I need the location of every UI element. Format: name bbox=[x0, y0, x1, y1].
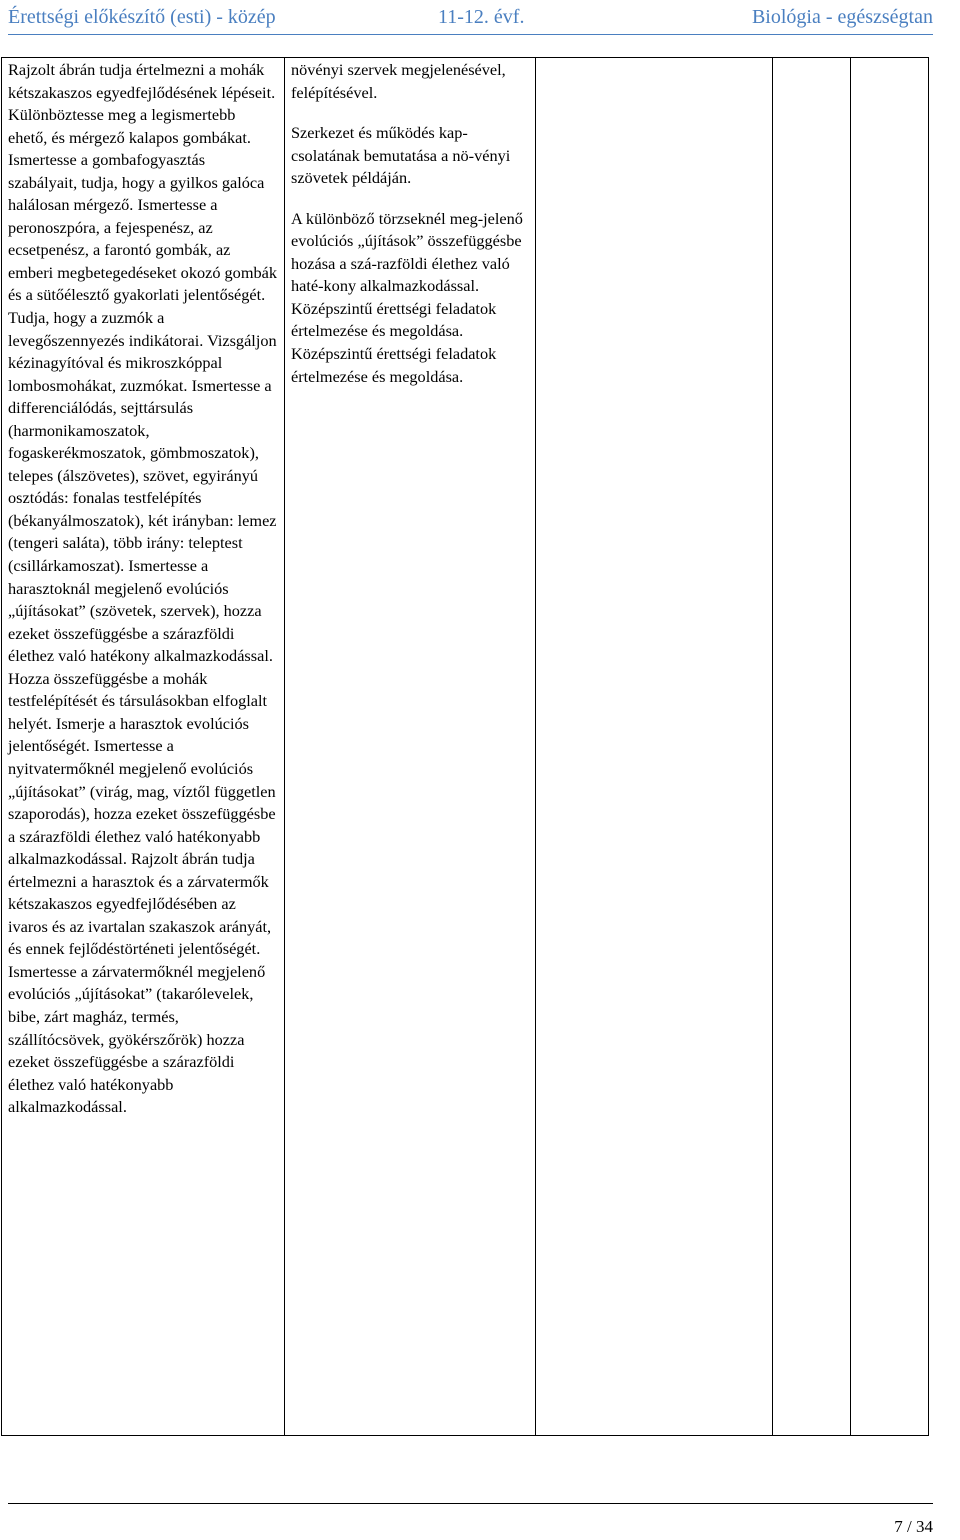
requirements-text: Rajzolt ábrán tudja értelmezni a mohák kétszakaszos egyedfejlődésének lépéseit. Különböztesse meg a legismertebb ehető, és mérgező kalapos gombákat. Ismertesse a gombafogyasztás szabályait, tudja, hogy a gyilkos galóca halálosan mérgező. Ismertesse a peronoszpóra, a fejespenész, az ecsetpenész, a farontó gombák, az emberi megbetegedéseket okozó gombák és a sütőélesztő gyakorlati jelentőségét. Tudja, hogy a zuzmók a levegőszennyezés indikátorai. Vizsgáljon kézinagyítóval és mikroszkóppal lombosmohákat, zuzmókat. Ismertesse a differenciálódás, sejttársulás (harmonikamoszatok, fogaskerékmoszatok, gömbmoszatok), telepes (álszövetes), szövet, egyirányú osztódás: fonalas testfelépítés (békanyálmoszatok), két irányban: lemez (tengeri saláta), több irány: teleptest (csillárkamoszat). Ismertesse a harasztoknál megjelenő evolúciós „újításokat” (szövetek, szervek), hozza ezeket összefüggésbe a szárazföldi élethez való hatékony alkalmazkodással. Hozza összefüggésbe a mohák testfelépítését és társulásokban elfoglalt helyét. Ismerje a harasztok evolúciós jelentőségét. Ismertesse a nyitvatermőknél megjelenő evolúciós „újításokat” (virág, mag, víztől független szaporodás), hozza ezeket összefüggésbe a szárazföldi élethez való hatékonyabb alkalmazkodással. Rajzolt ábrán tudja értelmezni a harasztok és a zárvatermők kétszakaszos egyedfejlődésében az ivaros és az ivartalan szakaszok arányát, és ennek fejlődéstörténeti jelentőségét. Ismertesse a zárvatermőknél megjelenő evolúciós „újításokat” (takarólevelek, bibe, zárt magház, termés, szállítócsövek, gyökérszőrök) hozza ezeket összefüggésbe a szárazföldi élethez való hatékonyabb alkalmazkodással. bbox=[8, 60, 277, 1117]
activities-cell bbox=[285, 58, 536, 1436]
empty-cell bbox=[851, 58, 929, 1436]
activities-paragraph: A különböző törzseknél meg-jelenő evolúciós „újítások” összefüggésbe hozása a szá-razföldi élethez való haté-kony alkalmazkodással. Középszintű érettségi feladatok értelmezése és megoldása. Középszintű érettségi feladatok értelmezése és megoldása. bbox=[291, 208, 523, 386]
table-row bbox=[2, 58, 929, 1436]
empty-cell bbox=[536, 58, 773, 1436]
activities-paragraph: Szerkezet és működés kap-csolatának bemutatása a nö-vényi szövetek példáján. bbox=[291, 123, 511, 188]
requirements-cell bbox=[2, 58, 285, 1436]
curriculum-table bbox=[1, 57, 929, 1436]
header-divider bbox=[8, 34, 933, 35]
page-header bbox=[8, 6, 933, 32]
page-number: 7 / 34 bbox=[894, 1517, 933, 1536]
activities-paragraph: növényi szervek megjelenésével, felépítésével. bbox=[291, 60, 506, 102]
activities-text bbox=[285, 58, 535, 388]
header-course-title: Érettségi előkészítő (esti) - közép bbox=[8, 6, 276, 28]
header-subject: Biológia - egészségtan bbox=[751, 6, 933, 28]
empty-cell bbox=[773, 58, 851, 1436]
footer-divider bbox=[8, 1503, 933, 1504]
header-grade: 11-12. évf. bbox=[438, 6, 525, 28]
